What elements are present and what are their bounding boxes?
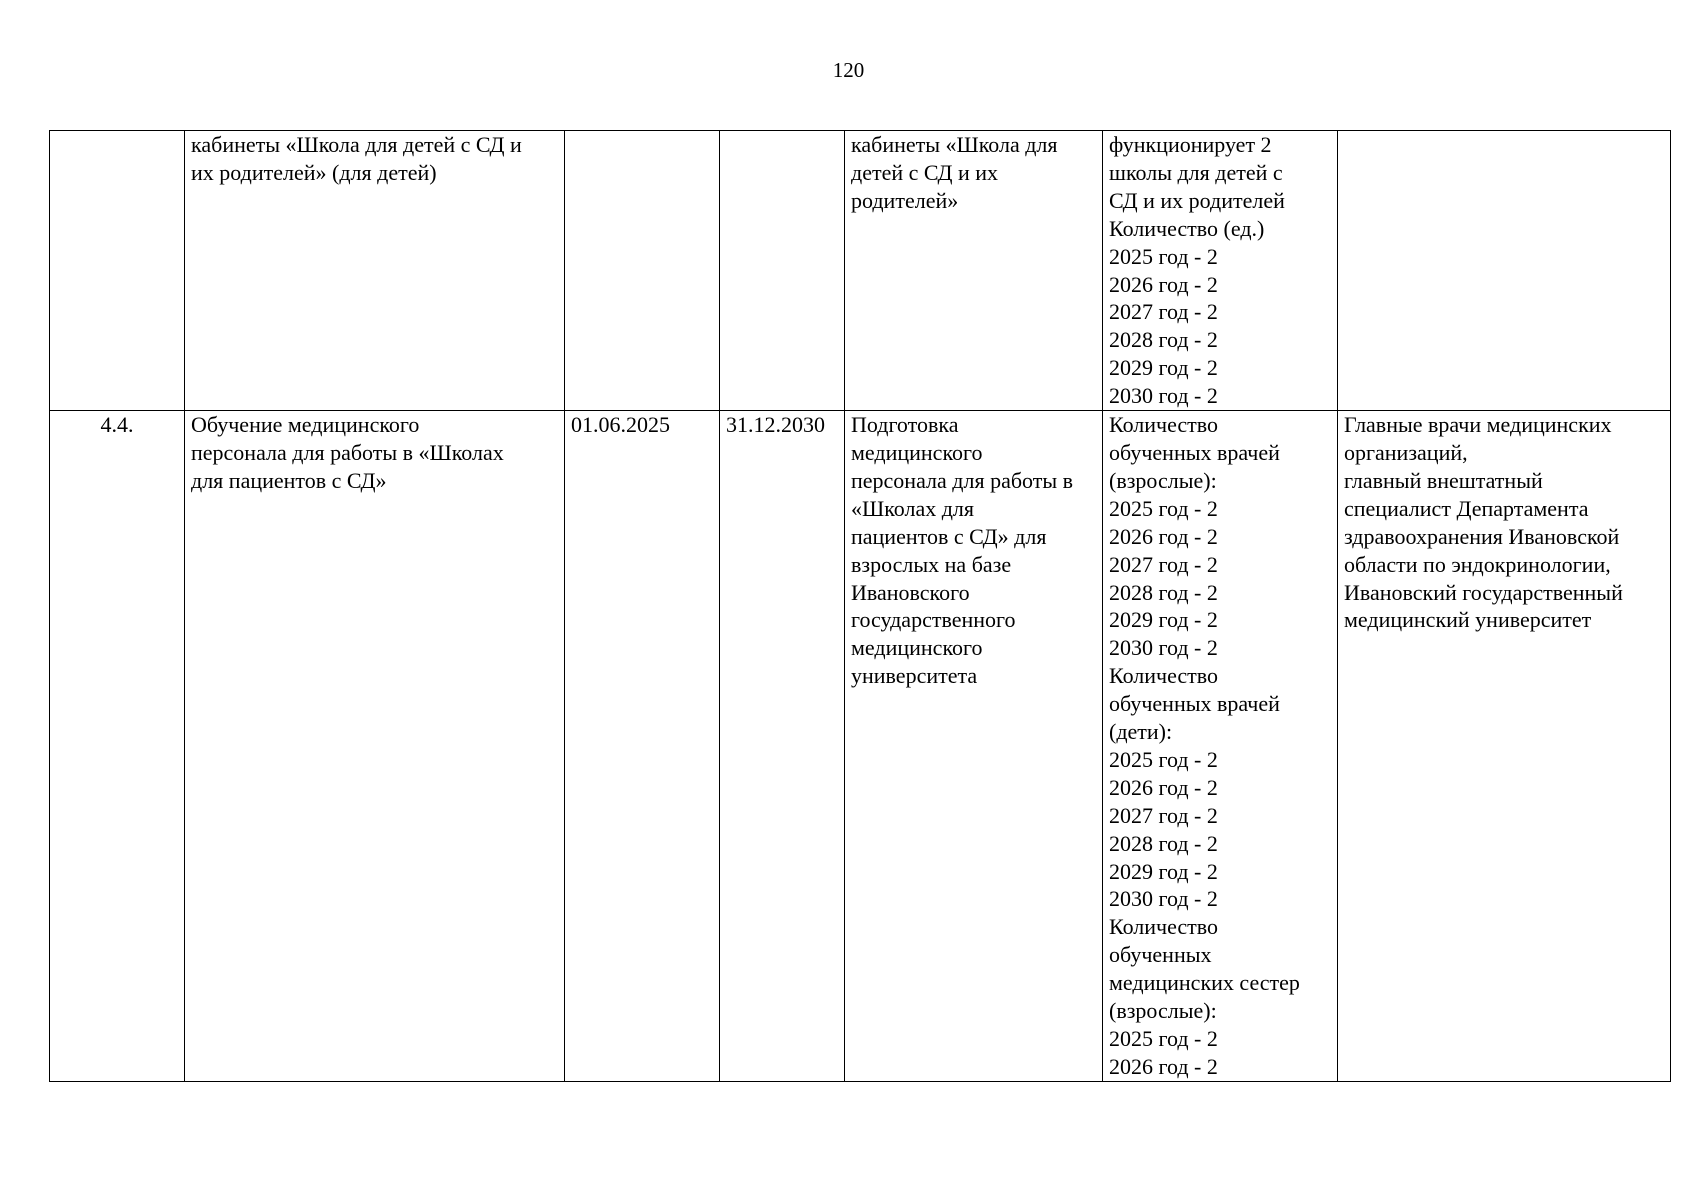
result-line: университета <box>851 663 978 689</box>
indicator-line: 2027 год - 2 <box>1109 299 1218 325</box>
indicator-line: 2030 год - 2 <box>1109 635 1218 661</box>
responsible-line: медицинский университет <box>1344 607 1592 633</box>
result-line: государственного <box>851 607 1016 633</box>
indicator-line: 2026 год - 2 <box>1109 523 1218 549</box>
result-line: пациентов с СД» для <box>851 523 1047 549</box>
result-line: взрослых на базе <box>851 551 1012 577</box>
indicator-line: 2029 год - 2 <box>1109 858 1218 884</box>
row-number-cell: 4.4. <box>50 411 185 1082</box>
indicator-line: 2030 год - 2 <box>1109 383 1218 409</box>
indicator-line: 2025 год - 2 <box>1109 243 1218 269</box>
activity-line: кабинеты «Школа для детей с СД и <box>191 132 522 157</box>
indicator-line: 2025 год - 2 <box>1109 746 1218 772</box>
indicator-cell <box>1103 411 1338 1082</box>
indicator-line: обученных <box>1109 942 1212 968</box>
indicator-line: медицинских сестер <box>1109 970 1300 996</box>
plan-table <box>49 130 1671 1082</box>
end-date-cell: 31.12.2030 <box>720 411 845 1082</box>
indicator-line: 2030 год - 2 <box>1109 886 1218 912</box>
indicator-line: Количество <box>1109 412 1219 438</box>
row-number-cell <box>50 131 185 411</box>
indicator-line: (дети): <box>1109 719 1173 745</box>
result-line: «Школах для <box>851 495 975 521</box>
indicator-line: 2029 год - 2 <box>1109 355 1218 381</box>
indicator-line: (взрослые): <box>1109 998 1217 1024</box>
indicator-line: 2025 год - 2 <box>1109 1026 1218 1051</box>
page-number: 120 <box>832 58 865 82</box>
result-line: персонала для работы в <box>851 467 1074 493</box>
indicator-line: 2025 год - 2 <box>1109 495 1218 521</box>
indicator-line: 2027 год - 2 <box>1109 802 1218 828</box>
indicator-line: обученных врачей <box>1109 691 1280 717</box>
start-date-cell: 01.06.2025 <box>565 411 720 1082</box>
indicator-line: 2026 год - 2 <box>1109 774 1218 800</box>
indicator-line: 2028 год - 2 <box>1109 327 1218 353</box>
activity-cell <box>185 411 565 1082</box>
table-row <box>50 131 1671 411</box>
indicator-line: обученных врачей <box>1109 439 1280 465</box>
indicator-line: СД и их родителей <box>1109 187 1285 213</box>
indicator-line: 2028 год - 2 <box>1109 830 1218 856</box>
activity-line: Обучение медицинского <box>191 412 420 438</box>
end-date-cell <box>720 131 845 411</box>
indicator-line: 2027 год - 2 <box>1109 551 1218 577</box>
result-line: Подготовка <box>851 412 959 438</box>
indicator-line: 2028 год - 2 <box>1109 579 1218 605</box>
responsible-line: специалист Департамента <box>1344 495 1589 521</box>
responsible-cell <box>1338 131 1671 411</box>
result-cell <box>845 411 1103 1082</box>
indicator-line: 2026 год - 2 <box>1109 1053 1218 1079</box>
result-line: Ивановского <box>851 579 970 605</box>
indicator-line: (взрослые): <box>1109 467 1217 493</box>
responsible-line: Ивановский государственный <box>1344 579 1623 605</box>
activity-line: для пациентов с СД» <box>191 467 387 493</box>
activity-line: персонала для работы в «Школах <box>191 439 504 465</box>
table-row <box>50 411 1671 1082</box>
start-date-cell <box>565 131 720 411</box>
result-line: медицинского <box>851 635 983 661</box>
result-line: медицинского <box>851 439 983 465</box>
indicator-line: Количество <box>1109 663 1219 689</box>
responsible-line: главный внештатный <box>1344 467 1543 493</box>
indicator-line: Количество (ед.) <box>1109 215 1265 241</box>
responsible-line: организаций, <box>1344 439 1468 465</box>
indicator-line: 2026 год - 2 <box>1109 271 1218 297</box>
responsible-line: Главные врачи медицинских <box>1344 412 1612 438</box>
responsible-line: здравоохранения Ивановской <box>1344 523 1620 549</box>
responsible-line: области по эндокринологии, <box>1344 551 1611 577</box>
indicator-line: Количество <box>1109 914 1219 940</box>
responsible-cell <box>1338 411 1671 1082</box>
result-line: родителей» <box>851 187 959 213</box>
indicator-line: школы для детей с <box>1109 159 1283 185</box>
result-cell <box>845 131 1103 411</box>
indicator-line: 2029 год - 2 <box>1109 607 1218 633</box>
activity-cell <box>185 131 565 411</box>
result-line: кабинеты «Школа для <box>851 132 1058 157</box>
activity-line: их родителей» (для детей) <box>191 159 437 185</box>
indicator-line: функционирует 2 <box>1109 132 1272 157</box>
result-line: детей с СД и их <box>851 159 999 185</box>
indicator-cell <box>1103 131 1338 411</box>
